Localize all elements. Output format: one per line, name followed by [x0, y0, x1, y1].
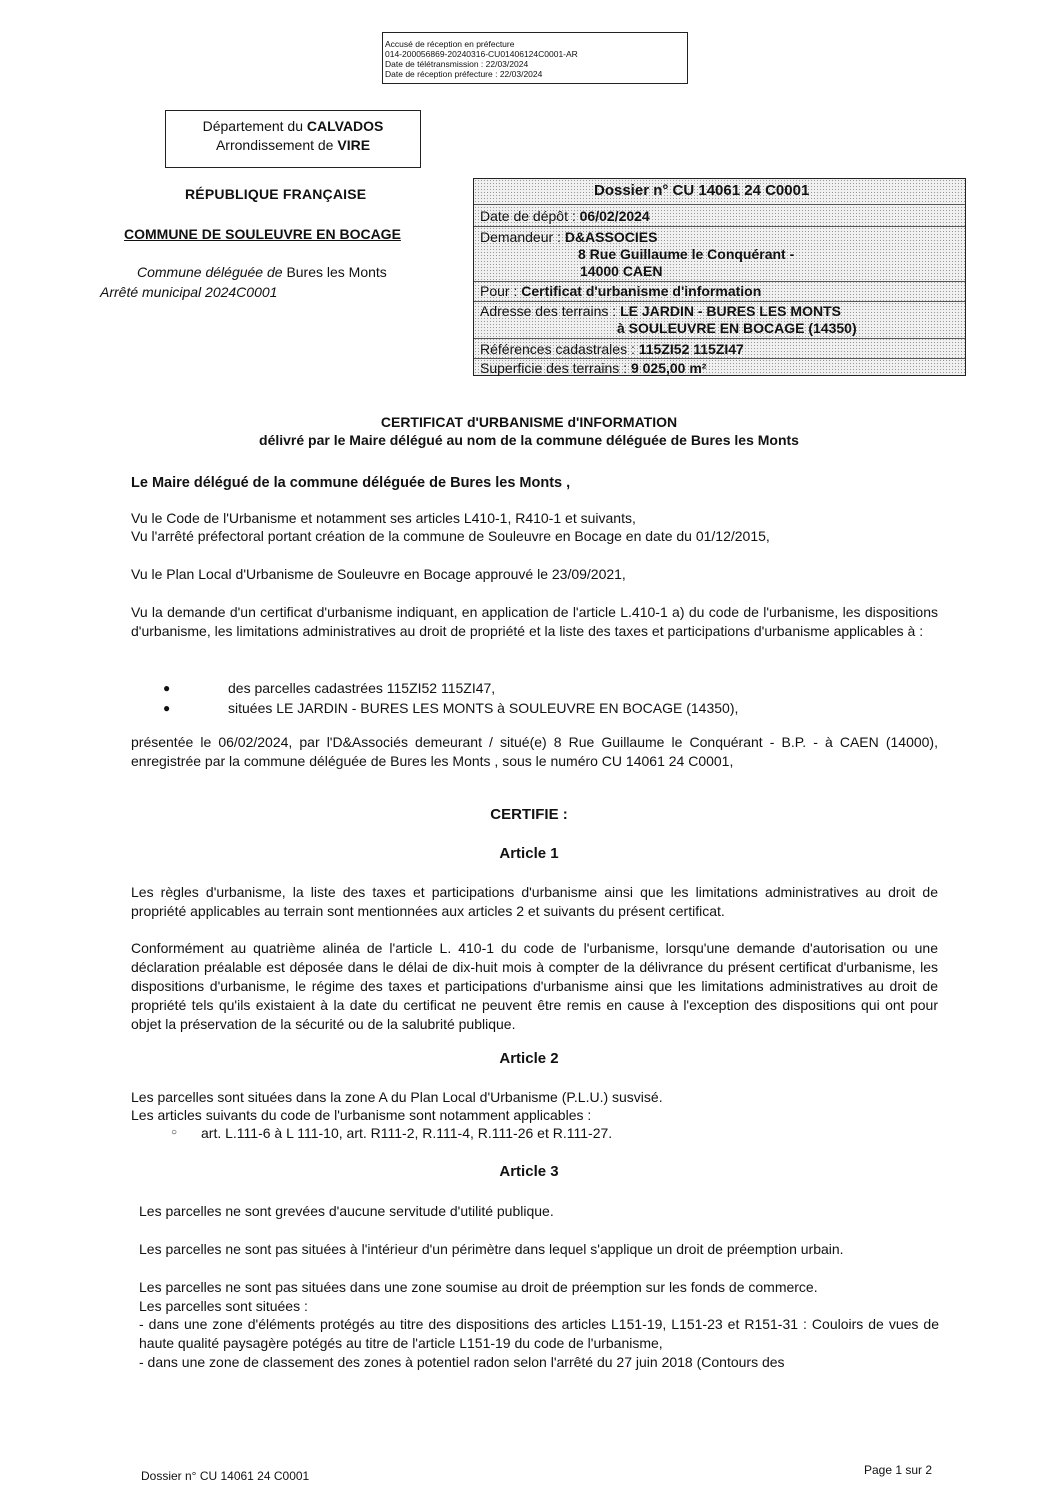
departement-prefix: Département du [202, 118, 307, 134]
arrondissement-prefix: Arrondissement de [215, 137, 338, 153]
article3-heading: Article 3 [499, 1163, 559, 1180]
bullet-situees: situées LE JARDIN - BURES LES MONTS à SOULEUVRE EN BOCAGE (14350), [228, 700, 739, 716]
adresse-value-2: à SOULEUVRE EN BOCAGE (14350) [617, 320, 857, 336]
article3-paragraph6: - dans une zone de classement des zones à potentiel radon selon l'arrêté du 27 juin 2018 (Contours des [139, 1354, 785, 1370]
references-value: 115ZI52 115ZI47 [638, 341, 744, 357]
certifie-heading: CERTIFIE : [490, 806, 568, 823]
references-label: Références cadastrales : [480, 341, 639, 357]
demandeur-value: D&ASSOCIES [564, 229, 658, 245]
arrondissement-name: VIRE [337, 137, 371, 153]
commune-deleguee [137, 264, 387, 280]
superficie-label: Superficie des terrains : [480, 360, 631, 376]
maire-intro: Le Maire délégué de la commune déléguée de Bures les Monts , [131, 475, 571, 491]
demandeur-address-2: 14000 CAEN [580, 263, 663, 279]
bullet-dot: ● [163, 701, 171, 715]
stamp-line: Date de réception préfecture : 22/03/2024 [385, 69, 543, 79]
commune-title: COMMUNE DE SOULEUVRE EN BOCAGE [124, 226, 401, 242]
dossier-title: Dossier n° CU 14061 24 C0001 [594, 182, 810, 199]
article3-paragraph5: - dans une zone d'éléments protégés au titre des dispositions des articles L151-19, L151-23 et R151-31 : Couloirs de vues de haute qualité paysagère potégés au titre de l'article L151-19 du code de l'urbanisme, [139, 1316, 939, 1351]
superficie-value: 9 025,00 m² [630, 360, 707, 376]
presentee-paragraph: présentée le 06/02/2024, par l'D&Associés demeurant / situé(e) 8 Rue Guillaume le Conquérant - B.P. - à CAEN (14000), enregistrée par la commune déléguée de Bures les Monts , sous le numéro CU 14061 24 C0001, [131, 734, 938, 769]
department-box [165, 110, 421, 168]
article2-paragraph1: Les parcelles sont situées dans la zone A du Plan Local d'Urbanisme (P.L.U.) susvisé. [131, 1089, 663, 1105]
article2-paragraph2: Les articles suivants du code de l'urbanisme sont notamment applicables : [131, 1107, 592, 1123]
vu-arrete-prefectoral: Vu l'arrêté préfectoral portant création de la commune de Souleuvre en Bocage en date du 01/12/2015, [131, 528, 770, 544]
article2-bullet: art. L.111-6 à L 111-10, art. R111-2, R.111-4, R.111-26 et R.111-27. [201, 1125, 613, 1141]
certificat-title: CERTIFICAT d'URBANISME d'INFORMATION [380, 414, 678, 430]
article3-paragraph4: Les parcelles sont situées : [139, 1298, 308, 1314]
vu-plu: Vu le Plan Local d'Urbanisme de Souleuvre en Bocage approuvé le 23/09/2021, [131, 566, 626, 582]
article1-paragraph1: Les règles d'urbanisme, la liste des taxes et participations d'urbanisme ainsi que les limitations administratives au droit de propriété applicables au terrain sont mentionnées aux articles 2 et suivants du présent certificat. [131, 884, 938, 919]
footer-page-number: Page 1 sur 2 [864, 1463, 933, 1477]
article3-paragraph1: Les parcelles ne sont grevées d'aucune servitude d'utilité publique. [139, 1203, 554, 1219]
reception-stamp [382, 32, 688, 84]
footer-dossier: Dossier n° CU 14061 24 C0001 [141, 1469, 310, 1483]
date-depot-value: 06/02/2024 [579, 208, 650, 224]
adresse-value-1: LE JARDIN - BURES LES MONTS [620, 303, 841, 319]
certificat-subtitle: délivré par le Maire délégué au nom de la commune déléguée de Bures les Monts [259, 432, 799, 448]
bullet-dot: ● [163, 681, 171, 695]
bullet-circle: ○ [171, 1127, 178, 1138]
bullet-parcelles: des parcelles cadastrées 115ZI52 115ZI47, [228, 680, 496, 696]
article3-paragraph3: Les parcelles ne sont pas situées dans une zone soumise au droit de préemption sur les fonds de commerce. [139, 1279, 818, 1295]
demandeur-address-1: 8 Rue Guillaume le Conquérant - [578, 246, 795, 262]
pour-label: Pour : [480, 283, 522, 299]
article3-paragraph2: Les parcelles ne sont pas situées à l'intérieur d'un périmètre dans lequel s'applique un droit de préemption urbain. [139, 1241, 844, 1257]
republique-title: RÉPUBLIQUE FRANÇAISE [185, 186, 367, 202]
arrete-number: Arrêté municipal 2024C0001 [100, 284, 278, 300]
article1-paragraph2: Conformément au quatrième alinéa de l'article L. 410-1 du code de l'urbanisme, lorsqu'une demande d'autorisation ou une déclaration préalable est déposée dans le délai de dix-huit mois à compter de la délivrance du présent certificat d'urbanisme, les dispositions d'urbanisme, le régime des taxes et participations d'urbanisme ainsi que les limitations administratives au droit de propriété tels qu'ils existaient à la date du certificat ne peuvent être remis en cause à l'exception des dispositions qui ont pour objet la préservation de la sécurité ou de la salubrité publique. [131, 940, 938, 1032]
vu-code-urbanisme: Vu le Code de l'Urbanisme et notamment ses articles L410-1, R410-1 et suivants, [131, 510, 636, 526]
date-depot-label: Date de dépôt : [480, 208, 580, 224]
commune-deleguee-name: Bures les Monts [286, 264, 387, 280]
pour-value: Certificat d'urbanisme d'information [521, 283, 762, 299]
stamp-line: 014-200056869-20240316-CU01406124C0001-AR [385, 49, 578, 59]
dossier-box [473, 178, 966, 376]
departement-name: CALVADOS [306, 118, 384, 134]
demandeur-label: Demandeur : [480, 229, 565, 245]
stamp-line: Date de télétransmission : 22/03/2024 [385, 59, 529, 69]
adresse-label: Adresse des terrains : [480, 303, 621, 319]
vu-demande: Vu la demande d'un certificat d'urbanisme indiquant, en application de l'article L.410-1 a) du code de l'urbanisme, les dispositions d'urbanisme, les limitations administratives au droit de propriété et la liste des taxes et participations d'urbanisme applicables à : [131, 604, 938, 639]
commune-deleguee-prefix: Commune déléguée de [137, 264, 287, 280]
stamp-line: Accusé de réception en préfecture [385, 39, 515, 49]
article1-heading: Article 1 [499, 845, 559, 862]
article2-heading: Article 2 [499, 1050, 559, 1067]
